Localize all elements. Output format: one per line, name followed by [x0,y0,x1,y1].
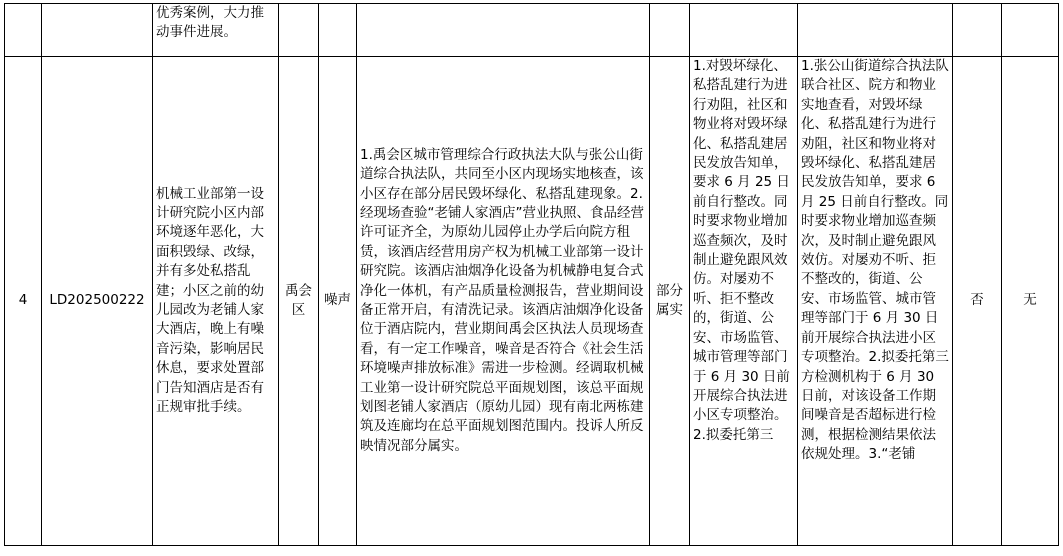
verdict-cell: 部分属实 [650,57,690,546]
category-cell: 噪声 [319,57,357,546]
remarks-cell [1002,4,1059,57]
measures-cell [690,4,798,57]
results-cell [798,57,953,546]
accountability-cell [953,4,1002,57]
measures-cell [690,57,798,546]
category-cell [319,4,357,57]
verdict-cell [650,4,690,57]
results-cell [798,4,953,57]
complaint-cell: 机械工业部第一设计研究院小区内部环境逐年恶化，大面积毁绿、改绿，并有多处私搭乱建；小区之前的幼儿园改为老铺人家大酒店，晚上有噪音污染，影响居民休息，要求处置部门告知酒店是否有正规审批手续。 [153,57,279,546]
measures-text: 1.对毁坏绿化、私搭乱建行为进行劝阻，社区和物业将对毁坏绿化、私搭乱建居民发放告知单，要求 6 月 25 日前自行整改。同时要求物业增加巡查频次，及时制止避免跟风效仿。对屡劝不听、拒不整改的，街道、公安、市场监管、城市管理等部门于 6 月 30 日前开展综合执法进小区专项整治。2.拟委托第三 [693,58,790,443]
complaint-cell [153,4,279,57]
results-text: 1.张公山街道综合执法队联合社区、院方和物业实地查看，对毁坏绿化、私搭乱建行为进行劝阻，社区和物业将对毁坏绿化、私搭乱建居民发放告知单，要求 6 月 25 日前自行整改。同时要求物业增加巡查频次，及时制止避免跟风效仿。对屡劝不听、拒不整改的，街道、公安、市场监管、城市管理等部门于 6 月 30 日前开展综合执法进小区专项整治。2.拟委托第三方检测机构于 6 月 30 日前，对该设备工作期间噪音是否超标进行检测，根据检测结果依法依规处理。3.“老铺 [801,58,949,463]
accountability-cell: 否 [953,57,1002,546]
case-table [4,3,1059,546]
case-no-cell: LD202500222 [42,57,153,546]
investigation-cell [357,4,650,57]
district-cell [279,4,319,57]
complaint-tail-text: 优秀案例，大力推动事件进展。 [156,5,264,41]
table-row [5,57,1059,546]
case-no-cell [42,4,153,57]
index-cell [5,4,42,57]
remarks-cell: 无 [1002,57,1059,546]
investigation-cell: 1.禹会区城市管理综合行政执法大队与张公山街道综合执法队，共同至小区内现场实地核查，该小区存在部分居民毁坏绿化、私搭乱建现象。2.经现场查验“老铺人家酒店”营业执照、食品经营许可证齐全，为原幼儿园停止办学后向院方租赁，该酒店经营用房产权为机械工业部第一设计研究院。该酒店油烟净化设备为机械静电复合式净化一体机，有产品质量检测报告，营业期间设备正常开启，有清洗记录。该酒店油烟净化设备位于酒店院内，营业期间禹会区执法人员现场查看，有一定工作噪音，噪音是否符合《社会生活环境噪声排放标准》需进一步检测。经调取机械工业第一设计研究院总平面规划图，该总平面规划图老铺人家酒店（原幼儿园）现有南北两栋建筑及连廊均在总平面规划图范围内。投诉人所反映情况部分属实。 [357,57,650,546]
district-cell: 禹会区 [279,57,319,546]
index-cell: 4 [5,57,42,546]
table-row [5,4,1059,57]
